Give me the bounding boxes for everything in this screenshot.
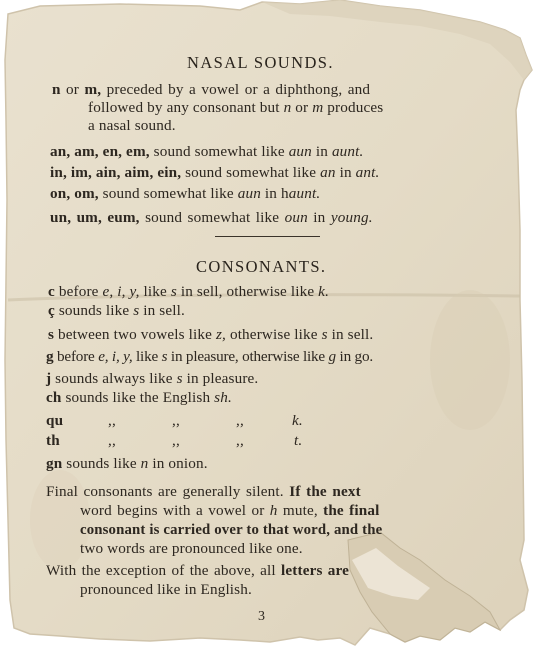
nasal-line-2: followed by any consonant but n or m produces [88,99,384,116]
section-divider [215,236,320,237]
nasal-rule-on: on, om, sound somewhat like aun in haunt. [50,185,321,202]
consonant-j: j sounds always like s in pleasure. [46,370,259,387]
consonant-c-cedilla: ç sounds like s in sell. [48,302,185,319]
final-line-6: pronounced like in English. [80,581,252,598]
ditto-mark: ,, [172,432,180,449]
consonant-qu: qu [46,412,64,429]
consonant-qu-sound: k. [292,412,303,429]
nasal-rule-an: an, am, en, em, sound somewhat like aun in aunt. [50,143,364,160]
consonant-th-sound: t. [294,432,303,449]
final-line-5: With the exception of the above, all letters are [46,562,350,579]
consonant-s: s between two vowels like z, otherwise like s in sell. [48,326,374,343]
ditto-mark: ,, [108,412,116,429]
page-number: 3 [258,609,265,624]
nasal-rule-un: un, um, eum, sound somewhat like oun in young. [50,209,373,226]
letter-m: m, [84,81,102,98]
consonants-heading: CONSONANTS. [196,257,327,276]
consonant-c: c before e, i, y, like s in sell, otherwise like k. [48,283,330,300]
ditto-mark: ,, [236,412,244,429]
consonant-th: th [46,432,60,449]
ditto-mark: ,, [172,412,180,429]
final-line-1: Final consonants are generally silent. If the next [46,483,361,500]
final-line-4: two words are pronounced like one. [80,540,303,557]
consonant-gn: gn sounds like n in onion. [46,455,208,472]
consonant-g: g before e, i, y, like s in pleasure, otherwise like g in go. [46,348,373,365]
nasal-line-1: n or m, preceded by a vowel or a diphthong, and [52,81,371,98]
ditto-mark: ,, [236,432,244,449]
nasal-rule-in: in, im, ain, aim, ein, sound somewhat like an in ant. [50,164,380,181]
nasal-sounds-heading: NASAL SOUNDS. [187,53,334,72]
final-line-2: word begins with a vowel or h mute, the final [80,502,380,519]
letter-n: n [52,81,61,98]
ditto-mark: ,, [108,432,116,449]
consonant-ch: ch sounds like the English sh. [46,389,232,406]
final-line-3: consonant is carried over to that word, and the [80,522,383,538]
nasal-line-3: a nasal sound. [88,117,176,134]
